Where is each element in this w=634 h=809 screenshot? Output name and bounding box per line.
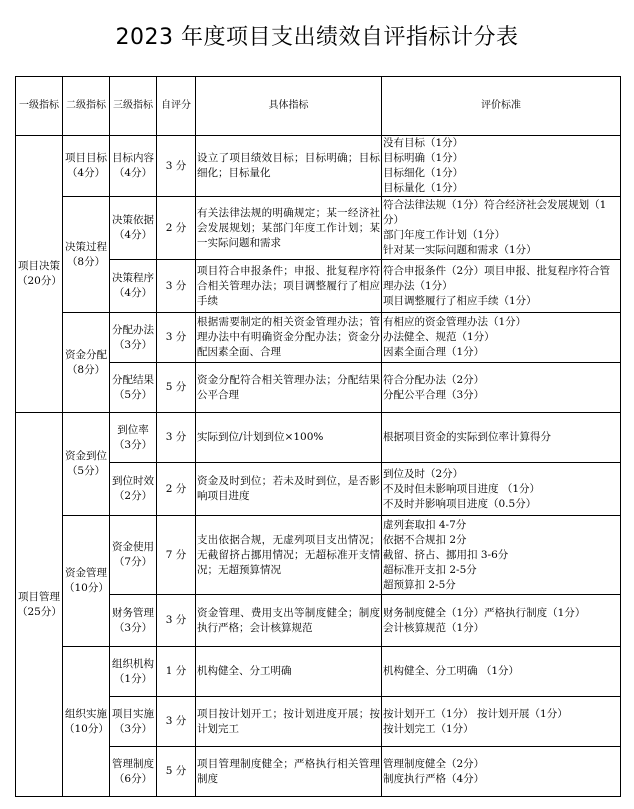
level3-cell: 资金使用（7分）	[110, 516, 157, 595]
level3-cell: 组织机构（1分）	[110, 647, 157, 697]
self-score-cell: 3 分	[157, 595, 196, 647]
criteria-cell	[382, 313, 621, 363]
criteria-line: 按计划开工（1分） 按计划开展（1分）	[383, 707, 568, 720]
level3-cell: 目标内容（4分）	[110, 136, 157, 197]
criteria-line: 符合分配办法（2分）	[383, 373, 485, 386]
criteria-line: 符合法律法规（1分）符合经济社会发展规划（1分）	[383, 199, 607, 226]
level3-cell: 决策程序（4分）	[110, 260, 157, 313]
header-level2: 二级指标	[63, 77, 110, 136]
criteria-line: 按计划完工（1分）	[383, 722, 474, 735]
detail-cell: 项目管理制度健全；严格执行相关管理制度	[196, 747, 382, 797]
self-score-cell: 2 分	[157, 463, 196, 516]
criteria-line: 截留、挤占、挪用扣 3-6分	[383, 548, 509, 561]
table-row	[16, 313, 621, 363]
level3-cell: 分配结果（5分）	[110, 363, 157, 413]
self-score-cell: 5 分	[157, 363, 196, 413]
level3-cell: 到位率（3分）	[110, 413, 157, 463]
self-score-cell: 2 分	[157, 197, 196, 260]
criteria-cell	[382, 697, 621, 747]
self-score-cell: 5 分	[157, 747, 196, 797]
level2-cell: 项目目标（4分）	[63, 136, 110, 197]
level2-cell: 资金分配（8分）	[63, 313, 110, 413]
criteria-line: 制度执行严格（4分）	[383, 772, 485, 785]
criteria-line: 虚列套取扣 4-7分	[383, 518, 467, 531]
detail-cell: 资金管理、费用支出等制度健全；制度执行严格；会计核算规范	[196, 595, 382, 647]
criteria-line: 有相应的资金管理办法（1分）	[383, 316, 527, 328]
table-row	[16, 647, 621, 697]
criteria-cell	[382, 413, 621, 463]
self-score-cell: 3 分	[157, 260, 196, 313]
level1-cell: 项目管理（25分）	[16, 413, 63, 797]
criteria-cell	[382, 516, 621, 595]
table-row	[16, 413, 621, 463]
level2-cell: 资金到位（5分）	[63, 413, 110, 516]
criteria-line: 符合申报条件（2分）项目申报、批复程序符合管理办法（1分）	[383, 264, 611, 292]
level3-cell: 决策依据（4分）	[110, 197, 157, 260]
detail-cell: 支出依据合规，无虚列项目支出情况；无截留挤占挪用情况；无超标准开支情况；无超预算情况	[196, 516, 382, 595]
self-score-cell: 7 分	[157, 516, 196, 595]
criteria-line: 超预算扣 2-5分	[383, 578, 456, 591]
detail-cell: 项目符合申报条件；申报、批复程序符合相关管理办法；项目调整履行了相应手续	[196, 260, 382, 313]
detail-cell: 实际到位/计划到位×100%	[196, 413, 382, 463]
level3-cell: 财务管理（3分）	[110, 595, 157, 647]
detail-cell: 设立了项目绩效目标；目标明确；目标细化；目标量化	[196, 136, 382, 197]
score-table	[15, 76, 621, 797]
self-score-cell: 3 分	[157, 413, 196, 463]
level3-cell: 项目实施（3分）	[110, 697, 157, 747]
criteria-line: 会计核算规范（1分）	[383, 621, 485, 634]
self-score-cell: 3 分	[157, 313, 196, 363]
criteria-line: 分配公平合理（3分）	[383, 388, 485, 401]
level2-cell: 决策过程（8分）	[63, 197, 110, 313]
criteria-cell	[382, 595, 621, 647]
criteria-line: 超标准开支扣 2-5分	[383, 563, 477, 576]
detail-cell: 有关法律法规的明确规定；某一经济社会发展规划；某部门年度工作计划；某一实际问题和需求	[196, 197, 382, 260]
criteria-cell	[382, 463, 621, 516]
level2-cell: 资金管理（10分）	[63, 516, 110, 647]
criteria-cell	[382, 747, 621, 797]
table-row	[16, 516, 621, 595]
level3-cell: 分配办法（3分）	[110, 313, 157, 363]
criteria-line: 没有目标（1分）	[383, 137, 464, 149]
criteria-line: 针对某一实际问题和需求（1分）	[383, 244, 537, 256]
header-level3: 三级指标	[110, 77, 157, 136]
criteria-line: 目标量化（1分）	[383, 182, 464, 194]
criteria-line: 不及时但未影响项目进度 （1分）	[383, 482, 541, 495]
detail-cell: 资金分配符合相关管理办法；分配结果公平合理	[196, 363, 382, 413]
criteria-line: 根据项目资金的实际到位率计算得分	[383, 431, 551, 443]
header-detail: 具体指标	[196, 77, 382, 136]
criteria-line: 不及时并影响项目进度（0.5分）	[383, 497, 537, 510]
criteria-line: 办法健全、规范（1分）	[383, 331, 495, 343]
table-row	[16, 136, 621, 197]
criteria-line: 目标明确（1分）	[383, 152, 464, 164]
criteria-cell	[382, 197, 621, 260]
header-row	[16, 77, 621, 136]
criteria-line: 财务制度健全（1分）严格执行制度（1分）	[383, 606, 586, 619]
header-criteria: 评价标准	[382, 77, 621, 136]
criteria-line: 依据不合规扣 2分	[383, 533, 467, 546]
level3-cell: 到位时效（2分）	[110, 463, 157, 516]
level3-cell: 管理制度（6分）	[110, 747, 157, 797]
header-self-score: 自评分	[157, 77, 196, 136]
criteria-cell	[382, 260, 621, 313]
criteria-line: 因素全面合理（1分）	[383, 346, 485, 358]
criteria-line: 项目调整履行了相应手续（1分）	[383, 294, 537, 307]
header-level1: 一级指标	[16, 77, 63, 136]
detail-cell: 机构健全、分工明确	[196, 647, 382, 697]
page-title: 2023 年度项目支出绩效自评指标计分表	[115, 25, 519, 50]
self-score-cell: 3 分	[157, 136, 196, 197]
self-score-cell: 1 分	[157, 647, 196, 697]
criteria-line: 部门年度工作计划（1分）	[383, 229, 506, 241]
criteria-line: 到位及时（2分）	[383, 467, 464, 480]
detail-cell: 根据需要制定的相关资金管理办法；管理办法中有明确资金分配办法；资金分配因素全面、合理	[196, 313, 382, 363]
criteria-cell	[382, 136, 621, 197]
self-score-cell: 3 分	[157, 697, 196, 747]
table-row	[16, 197, 621, 260]
criteria-cell	[382, 647, 621, 697]
criteria-line: 管理制度健全（2分）	[383, 757, 485, 770]
criteria-cell	[382, 363, 621, 413]
detail-cell: 项目按计划开工；按计划进度开展；按计划完工	[196, 697, 382, 747]
criteria-line: 目标细化（1分）	[383, 167, 464, 179]
detail-cell: 资金及时到位；若未及时到位，是否影响项目进度	[196, 463, 382, 516]
level2-cell: 组织实施（10分）	[63, 647, 110, 797]
criteria-line: 机构健全、分工明确 （1分）	[383, 665, 520, 677]
level1-cell: 项目决策（20分）	[16, 136, 63, 413]
